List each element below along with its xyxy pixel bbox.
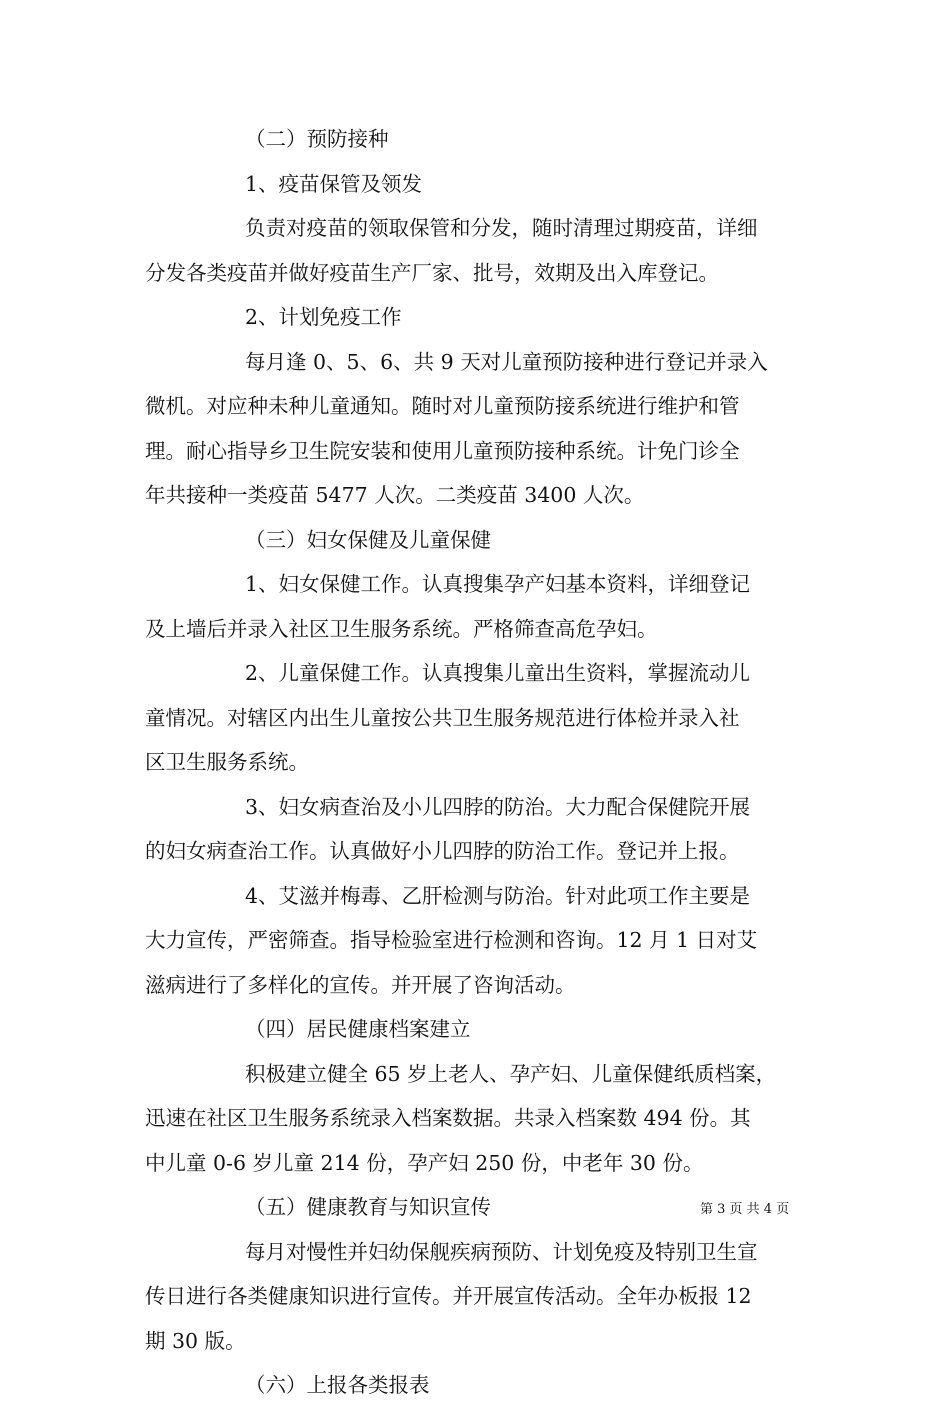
paragraph-line: 迅速在社区卫生服务系统录入档案数据。共录入档案数 494 份。其 [145,1106,751,1130]
paragraph-first-line: 3、妇女病查治及小儿四脖的防治。大力配合保健院开展 [245,794,751,819]
paragraph-first-line: 负责对疫苗的领取保管和分发，随时清理过期疫苗，详细 [245,216,758,240]
paragraph-first-line: （二）预防接种 [245,127,389,151]
paragraph-line: 的妇女病查治工作。认真做好小儿四脖的防治工作。登记并上报。 [145,839,740,863]
paragraph-line: 微机。对应种未种儿童通知。随时对儿童预防接系统进行维护和管 [145,394,740,418]
paragraph-line: 滋病进行了多样化的宣传。并开展了咨询活动。 [145,972,576,997]
page-number: 第 3 页 共 4 页 [700,1202,790,1217]
paragraph [145,1230,813,1364]
paragraph-line: 区卫生服务系统。 [145,750,309,774]
paragraph [145,295,813,340]
paragraph-first-line: （五）健康教育与知识宣传 [245,1195,491,1219]
paragraph [145,518,813,563]
paragraph [145,562,813,651]
paragraph [145,1052,813,1186]
paragraph-first-line: 2、儿童保健工作。认真搜集儿童出生资料，掌握流动儿 [245,661,751,685]
paragraph-line: 童情况。对辖区内出生儿童按公共卫生服务规范进行体检并录入社 [145,705,740,730]
paragraph [145,340,813,518]
paragraph-first-line: 积极建立健全 65 岁上老人、孕产妇、儿童保健纸质档案， [245,1061,777,1086]
paragraph [145,651,813,785]
paragraph-line: 传日进行各类健康知识进行宣传。并开展宣传活动。全年办板报 12 [145,1284,752,1308]
paragraph-first-line: 2、计划免疫工作 [245,305,402,329]
paragraph [145,162,813,207]
paragraph-line: 大力宣传，严密筛查。指导检验室进行检测和咨询。12 月 1 日对艾 [145,928,758,952]
paragraph-first-line: 每月逢 0、5、6、共 9 天对儿童预防接种进行登记并录入 [245,349,768,374]
paragraph-first-line: 1、妇女保健工作。认真搜集孕产妇基本资料，详细登记 [245,572,751,596]
paragraph-first-line: （六）上报各类报表 [245,1373,430,1397]
paragraph [145,874,813,1008]
paragraph-first-line: （三）妇女保健及儿童保健 [245,527,491,552]
paragraph-line: 及上墙后并录入社区卫生服务系统。严格筛查高危孕妇。 [145,616,658,641]
paragraph [145,1007,813,1052]
paragraph-first-line: 4、艾滋并梅毒、乙肝检测与防治。针对此项工作主要是 [245,883,751,908]
paragraph-first-line: 1、疫苗保管及领发 [245,171,423,196]
paragraph-first-line: （四）居民健康档案建立 [245,1017,471,1041]
paragraph [145,117,813,162]
paragraph-line: 期 30 版。 [145,1328,246,1353]
paragraph-line: 年共接种一类疫苗 5477 人次。二类疫苗 3400 人次。 [145,483,645,507]
paragraph [145,206,813,295]
paragraph [145,785,813,874]
paragraph-line: 理。耐心指导乡卫生院安装和使用儿童预防接种系统。计免门诊全 [145,438,740,463]
paragraph-line: 中儿童 0-6 岁儿童 214 份，孕产妇 250 份，中老年 30 份。 [145,1150,704,1175]
paragraph-first-line: 每月对慢性并妇幼保舰疾病预防、计划免疫及特别卫生宣 [245,1239,758,1264]
paragraph-line: 分发各类疫苗并做好疫苗生产厂家、批号，效期及出入库登记。 [145,260,719,285]
paragraph [145,1363,813,1408]
